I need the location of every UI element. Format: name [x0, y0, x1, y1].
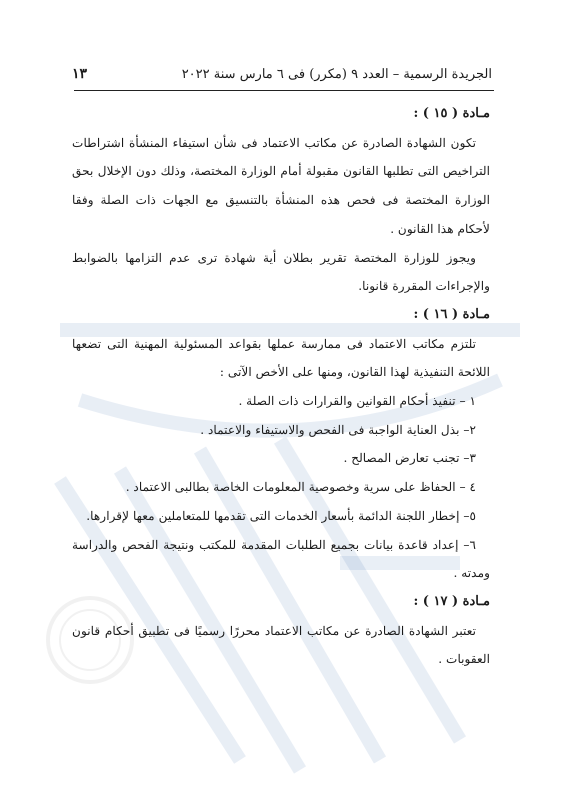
article-16-paragraph-1: تلتزم مكاتب الاعتماد فى ممارسة عملها بقواعد المسئولية المهنية التى تضعها اللائحة التنفيذية لهذا القانون، ومنها على الأخص الآتى : [72, 336, 490, 380]
article-15-paragraph-1: تكون الشهادة الصادرة عن مكاتب الاعتماد فى شأن استيفاء المنشأة اشتراطات التراخيص التى تطلبها القانون مقبولة أمام الوزارة المختصة، وذلك دون الإخلال بحق الوزارة المختصة فى فحص هذه المنشأة بالتنسيق مع الجهات ذات الصلة وفقا لأحكام هذا القانون . [72, 135, 490, 236]
article-16-item-4: ٤ – الحفاظ على سرية وخصوصية المعلومات الخاصة بطالبى الاعتماد . [125, 480, 476, 495]
article-15-heading: مـادة ( ١٥ ) : [413, 106, 490, 121]
article-16-item-1: ١ – تنفيذ أحكام القوانين والقرارات ذات الصلة . [238, 394, 476, 409]
article-17-paragraph-1: تعتبر الشهادة الصادرة عن مكاتب الاعتماد محررًا رسميًا فى تطبيق أحكام قانون العقوبات . [72, 623, 490, 667]
article-17-heading: مـادة ( ١٧ ) : [413, 593, 490, 609]
document-body [72, 100, 490, 674]
page-number: ١٣ [72, 66, 88, 82]
article-16-item-3: ٣– تجنب تعارض المصالح . [343, 451, 476, 466]
page-header [72, 62, 492, 86]
article-16-heading: مـادة ( ١٦ ) : [413, 306, 490, 322]
article-15-paragraph-2: ويجوز للوزارة المختصة تقرير بطلان أية شهادة ترى عدم التزامها بالضوابط والإجراءات المقررة قانونا. [72, 250, 490, 294]
gazette-header-title: الجريدة الرسمية – العدد ٩ (مكرر) فى ٦ مارس سنة ٢٠٢٢ [181, 66, 492, 82]
article-16-item-5: ٥– إخطار اللجنة الدائمة بأسعار الخدمات التى تقدمها للمتعاملين معها لإقرارها. [86, 508, 476, 523]
article-16-item-6: ٦– إعداد قاعدة بيانات بجميع الطلبات المقدمة للمكتب ونتيجة الفحص والدراسة ومدته . [72, 537, 490, 581]
header-divider [74, 90, 494, 91]
article-16-item-2: ٢– بذل العناية الواجبة فى الفحص والاستيفاء والاعتماد . [200, 422, 476, 437]
